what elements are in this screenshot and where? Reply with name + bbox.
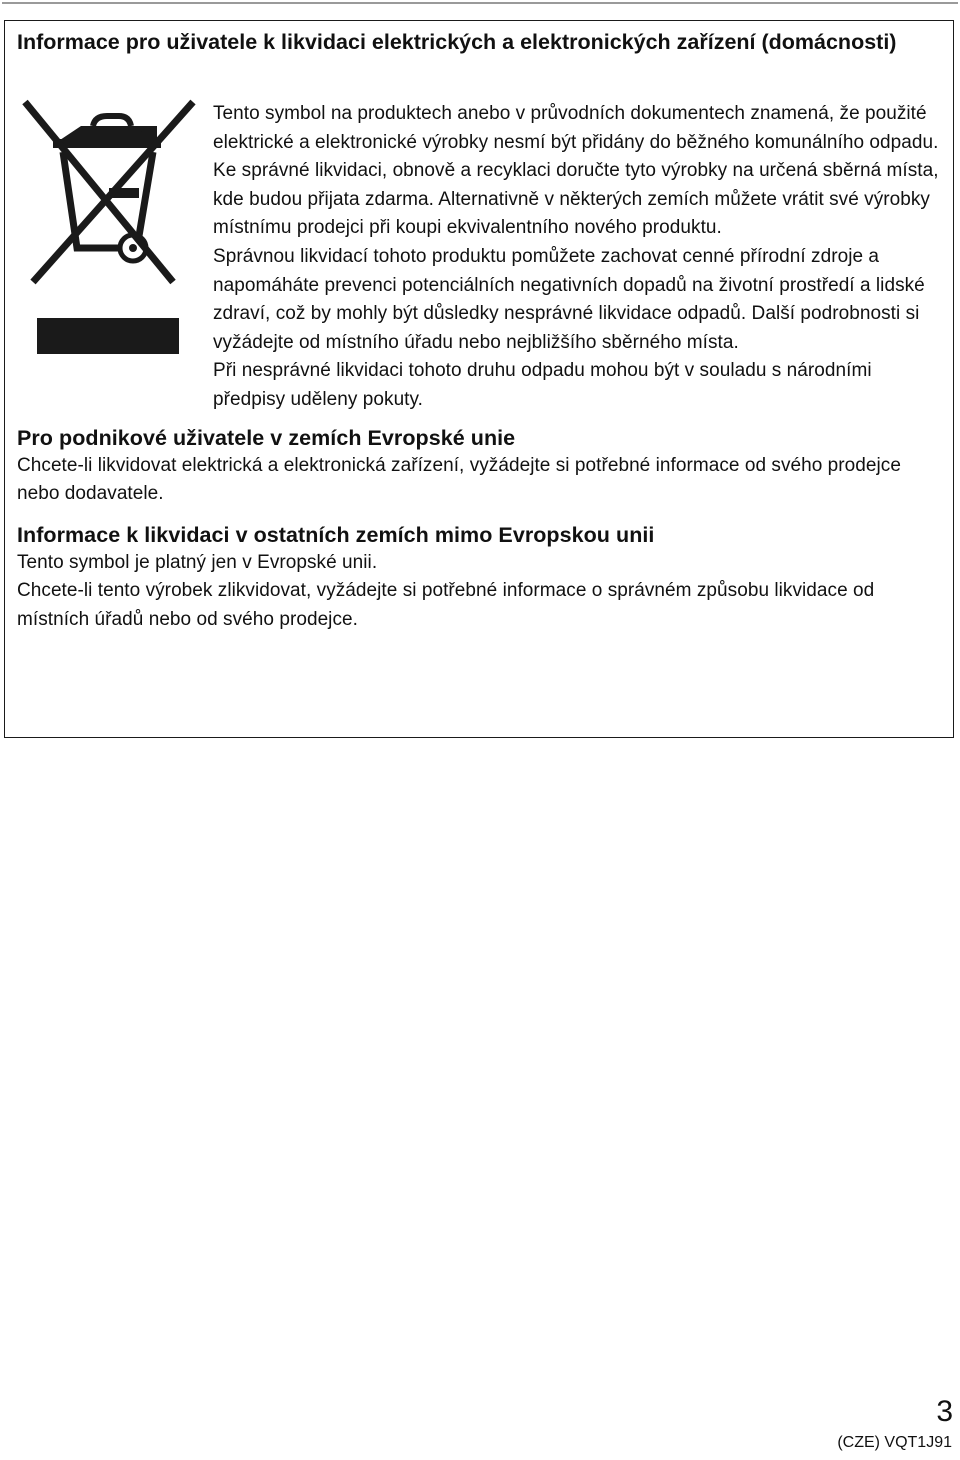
paragraph-penalty: Při nesprávné likvidaci tohoto druhu odpadu mohou být v souladu s národními předpisy uděleny pokuty. <box>213 360 872 410</box>
page-number: 3 <box>936 1395 953 1428</box>
notice-title: Informace pro uživatele k likvidaci elektrických a elektronických zařízení (domácnosti) <box>17 30 897 54</box>
business-users-heading: Pro podnikové uživatele v zemích Evropské unie <box>17 425 516 450</box>
disposal-notice-box <box>4 20 954 738</box>
outside-eu-text-validity: Tento symbol je platný jen v Evropské unii. <box>17 551 378 573</box>
top-rule <box>2 2 958 4</box>
paragraph-benefit: Správnou likvidací tohoto produktu pomůžete zachovat cenné přírodní zdroje a napomáháte prevenci potenciálních negativních dopadů na životní prostředí a lidské zdraví, což by mohly být důsledky nesprávné likvidace odpadů. Další podrobnosti si vyžádejte od místního úřadu nebo nejbližšího sběrného místa. <box>213 245 925 353</box>
notice-body <box>17 100 943 635</box>
outside-eu-text-disposal: Chcete-li tento výrobek zlikvidovat, vyžádejte si potřebné informace o správném způsobu likvidace od místních úřadů nebo od svého prodejce. <box>17 580 875 630</box>
business-users-text: Chcete-li likvidovat elektrická a elektronická zařízení, vyžádejte si potřebné informace od svého prodejce nebo dodavatele. <box>17 454 901 505</box>
document-code: (CZE) VQT1J91 <box>837 1434 952 1451</box>
paragraph-symbol-meaning: Tento symbol na produktech anebo v průvodních dokumentech znamená, že použité elektrické a elektronické výrobky nesmí být přidány do běžného komunálního odpadu. <box>213 103 939 153</box>
outside-eu-heading: Informace k likvidaci v ostatních zemích mimo Evropskou unii <box>17 522 655 547</box>
paragraph-disposal: Ke správné likvidaci, obnově a recyklaci doručte tyto výrobky na určená sběrná místa, kde budou přijata zdarma. Alternativně v některých zemích můžete vrátit své výrobky místnímu prodejci při koupi ekvivalentního nového produktu. <box>213 160 939 239</box>
